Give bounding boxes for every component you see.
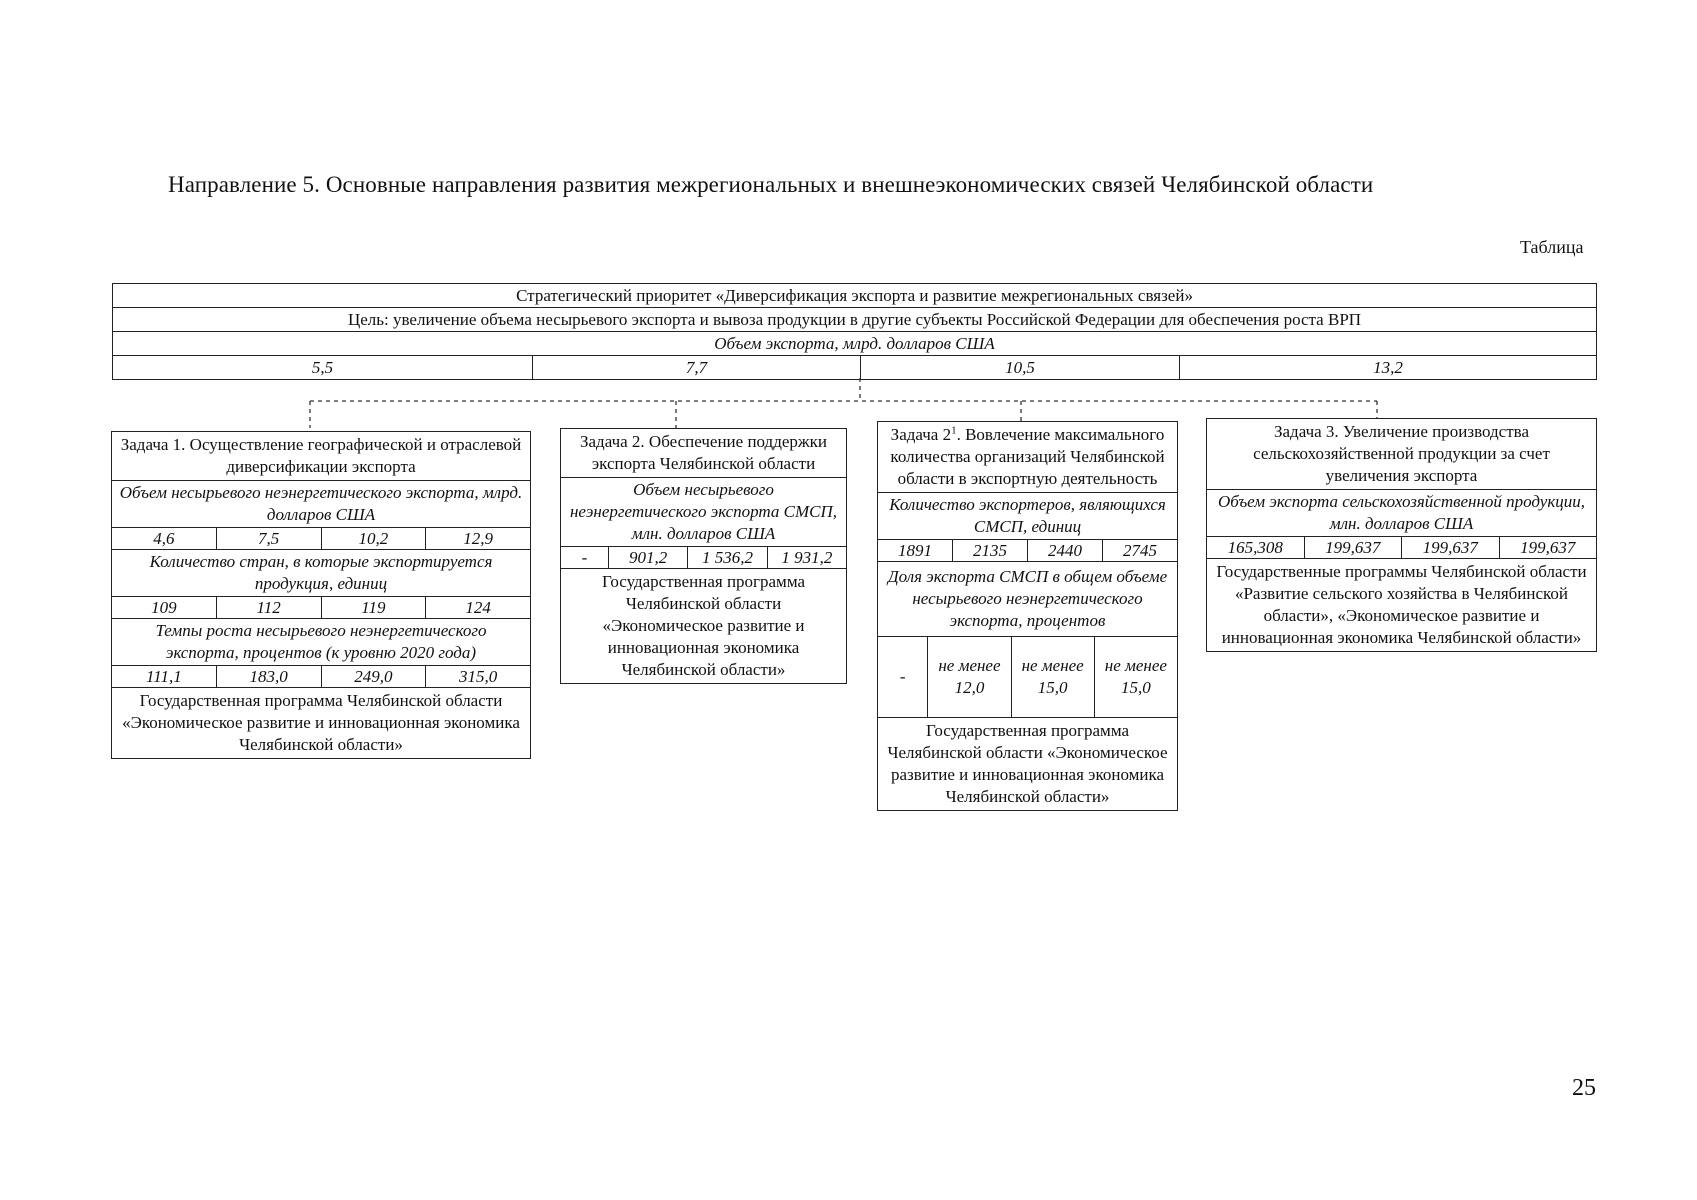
task1-program: Государственная программа Челябинской области «Экономическое развитие и инновационная экономика Челябинской области»: [122, 691, 520, 754]
value-cell: 2440: [1028, 540, 1103, 561]
task2-1-indicator-1: Количество экспортеров, являющихся СМСП, единиц: [878, 493, 1177, 540]
value-cell: 10,5: [861, 356, 1180, 380]
strategic-priority: Стратегический приоритет «Диверсификация экспорта и развитие межрегиональных связей»: [113, 284, 1597, 308]
value-cell: 109: [112, 597, 217, 618]
footnote-marker: 1: [951, 424, 957, 437]
value-cell: 199,637: [1305, 537, 1403, 558]
value-cell: -: [878, 637, 928, 717]
value-cell: 2745: [1123, 541, 1157, 560]
task2-title: Задача 2. Обеспечение поддержки экспорта Челябинской области: [561, 429, 846, 478]
page-number: 25: [1572, 1075, 1596, 1101]
task3-title: Задача 3. Увеличение производства сельскохозяйственной продукции за счет увеличения экспорта: [1207, 419, 1596, 490]
export-volume-indicator: Объем экспорта, млрд. долларов США: [113, 332, 1597, 356]
task2-indicator-1: Объем несырьевого неэнергетического экспорта СМСП, млн. долларов США: [561, 478, 846, 547]
value-cell: 183,0: [217, 666, 322, 687]
task2-1-program: Государственная программа Челябинской области «Экономическое развитие и инновационная экономика Челябинской области»: [887, 721, 1168, 806]
value-cell: 199,637: [1402, 537, 1500, 558]
value-cell: 315,0: [459, 667, 498, 686]
value-cell: не менее 15,0: [1104, 656, 1167, 697]
task1-indicator-1: Объем несырьевого неэнергетического экспорта, млрд. долларов США: [112, 481, 530, 528]
task3-program: Государственные программы Челябинской области «Развитие сельского хозяйства в Челябинской области», «Экономическое развитие и инновационная экономика Челябинской области»: [1216, 562, 1587, 647]
value-cell: 12,9: [463, 529, 493, 548]
page-title: Направление 5. Основные направления развития межрегиональных и внешнеэкономических связей Челябинской области: [168, 172, 1374, 197]
task1-title: Задача 1. Осуществление географической и отраслевой диверсификации экспорта: [112, 432, 530, 481]
goal: Цель: увеличение объема несырьевого экспорта и вывоза продукции в другие субъекты Российской Федерации для обеспечения роста ВРП: [113, 308, 1597, 332]
task2-1-title-prefix: Задача 2: [890, 425, 952, 444]
task2-1-box: [877, 421, 1178, 811]
priority-table: [112, 283, 1597, 380]
task2-program: Государственная программа Челябинской области «Экономическое развитие и инновационная экономика Челябинской области»: [601, 572, 806, 679]
value-cell: 112: [217, 597, 322, 618]
task2-1-title-rest: . Вовлечение максимального количества организаций Челябинской области в экспортную деятельность: [890, 425, 1165, 488]
task2-1-indicator-2: Доля экспорта СМСП в общем объеме несырьевого неэнергетического экспорта, процентов: [878, 562, 1177, 637]
task3-box: [1206, 418, 1597, 652]
value-cell: 165,308: [1207, 537, 1305, 558]
value-cell: 1 536,2: [688, 547, 767, 568]
value-cell: 199,637: [1520, 538, 1576, 557]
value-cell: -: [561, 547, 609, 568]
task1-indicator-3: Темпы роста несырьевого неэнергетического экспорта, процентов (к уровню 2020 года): [112, 619, 530, 666]
value-cell: 1 931,2: [781, 548, 833, 567]
table-label: Таблица: [1520, 237, 1584, 257]
task1-box: [111, 431, 531, 759]
value-cell: 124: [465, 598, 491, 617]
value-cell: 901,2: [609, 547, 688, 568]
value-cell: 4,6: [112, 528, 217, 549]
value-cell: 5,5: [113, 356, 533, 380]
value-cell: 7,7: [533, 356, 861, 380]
value-cell: 7,5: [217, 528, 322, 549]
task2-box: [560, 428, 847, 684]
value-cell: 13,2: [1180, 356, 1597, 380]
value-cell: 111,1: [112, 666, 217, 687]
task3-indicator-1: Объем экспорта сельскохозяйственной продукции, млн. долларов США: [1207, 490, 1596, 537]
value-cell: 1891: [878, 540, 953, 561]
value-cell: 119: [322, 597, 427, 618]
value-cell: 2135: [953, 540, 1028, 561]
value-cell: не менее 15,0: [1012, 637, 1095, 717]
task1-indicator-2: Количество стран, в которые экспортируется продукция, единиц: [112, 550, 530, 597]
value-cell: 249,0: [322, 666, 427, 687]
value-cell: не менее 12,0: [928, 637, 1011, 717]
task2-1-title: [878, 422, 1177, 493]
value-cell: 10,2: [322, 528, 427, 549]
